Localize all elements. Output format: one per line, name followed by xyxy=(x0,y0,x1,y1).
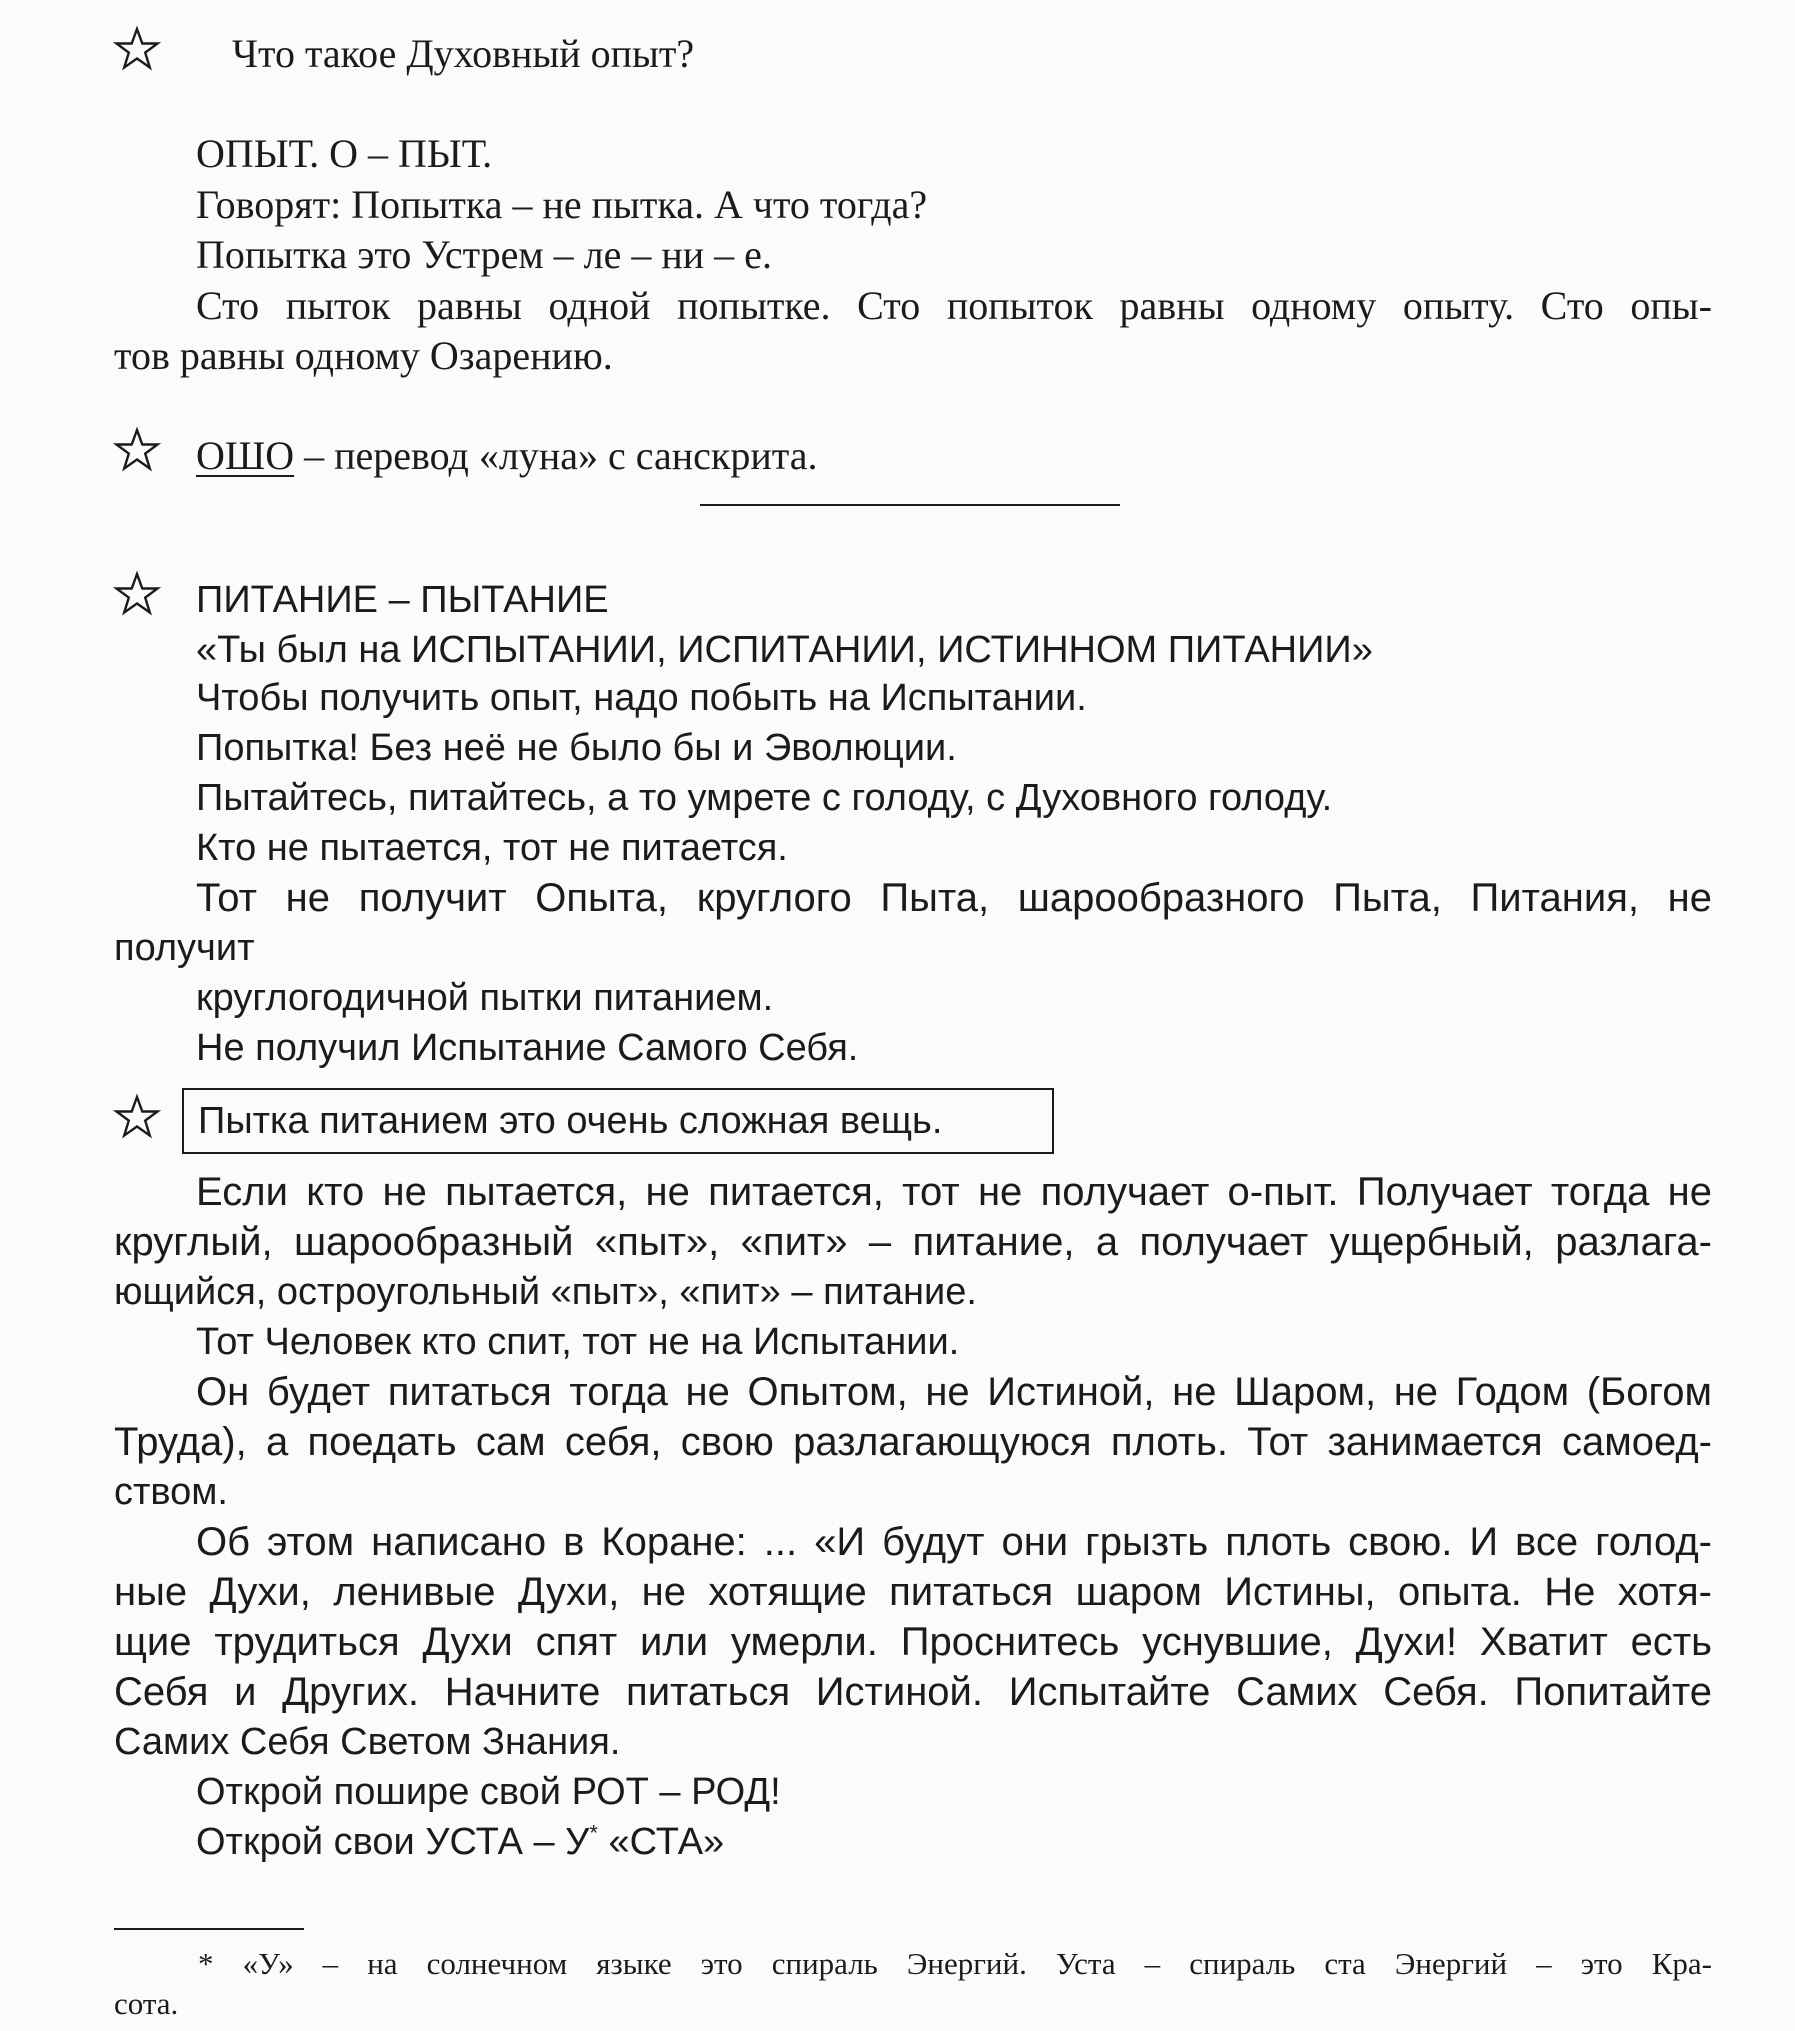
osho-definition-text: – перевод «луна» с санскрита. xyxy=(294,433,818,478)
text-line: получит xyxy=(114,927,255,969)
text-line: Попытка! Без неё не было бы и Эволюции. xyxy=(196,727,957,769)
paragraph-line: ющийся, остроугольный «пыт», «пит» – питание. xyxy=(114,1271,977,1313)
opyt-heading: ОПЫТ. О – ПЫТ. xyxy=(196,131,493,176)
paragraph-line: Себя и Других. Начните питаться Истиной. Испытайте Самих Себя. Попитайте xyxy=(114,1670,1712,1714)
quote-line: «Ты был на ИСПЫТАНИИ, ИСПИТАНИИ, ИСТИННОМ ПИТАНИИ» xyxy=(196,629,1373,671)
paragraph-line: Труда), а поедать сам себя, свою разлагающуюся плоть. Тот занимается самоед- xyxy=(114,1420,1712,1464)
text-line: круглогодичной пытки питанием. xyxy=(196,977,774,1019)
text-line: Не получил Испытание Самого Себя. xyxy=(196,1027,859,1069)
text-line: Тот не получит Опыта, круглого Пыта, шарообразного Пыта, Питания, не xyxy=(196,876,1712,920)
paragraph-line: Самих Себя Светом Знания. xyxy=(114,1721,621,1763)
osho-term: ОШО xyxy=(196,433,295,478)
text-line: Пытайтесь, питайтесь, а то умрете с голоду, с Духовного голоду. xyxy=(196,777,1333,819)
ousta-text: Открой свои УСТА – У xyxy=(196,1821,590,1863)
ousta-sta: «СТА» xyxy=(597,1821,725,1863)
footnote-line: * «У» – на солнечном языке это спираль Энергий. Уста – спираль ста Энергий – это Кра- xyxy=(198,1946,1712,1981)
star-outline-icon xyxy=(113,570,161,618)
text-line: Открой пошире свой РОТ – РОД! xyxy=(196,1771,781,1813)
boxed-statement xyxy=(182,1088,1054,1154)
footnote-rule xyxy=(114,1928,304,1930)
paragraph-line: Он будет питаться тогда не Опытом, не Истиной, не Шаром, не Годом (Богом xyxy=(196,1370,1712,1414)
star-outline-icon xyxy=(113,25,161,73)
paragraph-line: круглый, шарообразный «пыт», «пит» – питание, а получает ущербный, разлага- xyxy=(114,1220,1712,1264)
boxed-statement-text: Пытка питанием это очень сложная вещь. xyxy=(198,1100,943,1142)
ousta-line xyxy=(196,1818,724,1866)
footnote-marker: * xyxy=(589,1820,598,1846)
star-outline-icon xyxy=(113,1093,161,1141)
text-line: Говорят: Попытка – не пытка. А что тогда? xyxy=(196,182,928,227)
paragraph-line: тов равны одному Озарению. xyxy=(114,333,613,378)
question-heading: Что такое Духовный опыт? xyxy=(232,31,695,76)
text-line: Чтобы получить опыт, надо побыть на Испытании. xyxy=(196,677,1087,719)
footnote-line: сота. xyxy=(114,1986,179,2021)
text-line: Кто не пытается, тот не питается. xyxy=(196,827,788,869)
pitanie-heading: ПИТАНИЕ – ПЫТАНИЕ xyxy=(196,579,609,621)
paragraph-line: Сто пыток равны одной попытке. Сто попыток равны одному опыту. Сто опы- xyxy=(196,283,1712,328)
paragraph-line: ные Духи, ленивые Духи, не хотящие питаться шаром Истины, опыта. Не хотя- xyxy=(114,1570,1712,1614)
paragraph-line: Об этом написано в Коране: ... «И будут они грызть плоть свою. И все голод- xyxy=(196,1520,1712,1564)
section-divider xyxy=(700,504,1120,506)
paragraph-line: Если кто не пытается, не питается, тот не получает о-пыт. Получает тогда не xyxy=(196,1170,1712,1214)
star-outline-icon xyxy=(113,426,161,474)
footnote xyxy=(114,1944,1712,2024)
text-line: Тот Человек кто спит, тот не на Испытании. xyxy=(196,1321,960,1363)
paragraph-line: ством. xyxy=(114,1471,228,1513)
text-line: Попытка это Устрем – ле – ни – е. xyxy=(196,232,772,277)
paragraph-line: щие трудиться Духи спят или умерли. Проснитесь уснувшие, Духи! Хватит есть xyxy=(114,1620,1712,1664)
osho-definition xyxy=(196,432,817,480)
